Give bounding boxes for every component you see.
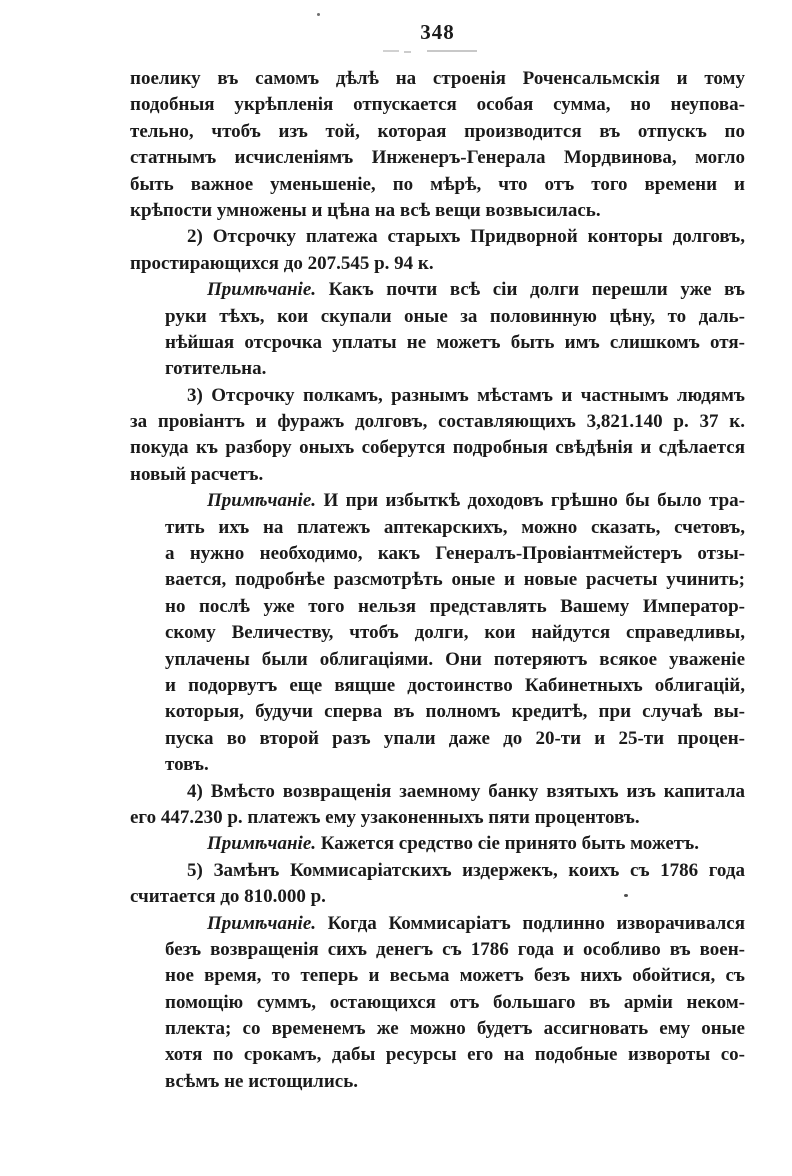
text-line: скому Величеству, чтобъ долги, кои найдутся справедливы,	[165, 622, 745, 644]
text-line: а нужно необходимо, какъ Генералъ-Провіантмейстеръ отзы-	[165, 543, 745, 565]
page-text	[130, 66, 745, 1095]
paragraph	[130, 66, 745, 224]
text-line: 5) Замѣнъ Коммисаріатскихъ издержекъ, коихъ съ 1786 года	[187, 859, 745, 881]
note-block	[165, 911, 745, 1096]
text-line: руки тѣхъ, кои скупали оные за половинную цѣну, то даль-	[165, 305, 745, 327]
page-number: 348	[420, 20, 455, 44]
text-line: покуда къ разбору оныхъ соберутся подробныя свѣдѣнія и сдѣлается	[130, 437, 745, 459]
text-line: ное время, то теперь и весьма можетъ безъ нихъ обойтися, съ	[165, 965, 745, 987]
text-line: за провіантъ и фуражъ долговъ, составляющихъ 3,821.140 р. 37 к.	[130, 411, 745, 433]
text-line: 2) Отсрочку платежа старыхъ Придворной конторы долговъ,	[187, 226, 745, 248]
text-line: всѣмъ не истощились.	[165, 1070, 359, 1092]
text-line: статнымъ исчисленіямъ Инженеръ-Генерала Мордвинова, могло	[130, 147, 745, 169]
text-line: и подорвутъ еще вящше достоинство Кабинетныхъ облигацій,	[165, 674, 745, 696]
text-line: Примѣчаніе. Какъ почти всѣ сіи долги перешли уже въ	[207, 279, 745, 301]
text-line: поелику въ самомъ дѣлѣ на строенія Роченсальмскія и тому	[130, 68, 745, 89]
note-block	[165, 277, 745, 383]
text-line: нѣйшая отсрочка уплаты не можетъ быть имъ слишкомъ отя-	[165, 331, 745, 353]
text-line: тельно, чтобъ изъ той, которая производится въ отпускъ по	[130, 120, 745, 142]
text-line: крѣпости умножены и цѣна на всѣ вещи возвысилась.	[130, 199, 601, 221]
text-line: товъ.	[165, 754, 209, 776]
numbered-item	[130, 383, 745, 489]
text-line: считается до 810.000 р.	[130, 886, 326, 908]
text-line: новый расчетъ.	[130, 463, 264, 485]
ink-smudge	[404, 51, 411, 53]
text-line: но послѣ уже того нельзя представлять Вашему Император-	[165, 595, 745, 617]
text-line: вается, подробнѣе разсмотрѣть оные и новые расчеты учинить;	[165, 569, 745, 591]
ink-smudge	[383, 50, 399, 52]
text-line: 4) Вмѣсто возвращенія заемному банку взятыхъ изъ капитала	[187, 780, 745, 802]
text-line: Примѣчаніе. Кажется средство сіе принято быть можетъ.	[207, 833, 699, 855]
note-label: Примѣчаніе.	[207, 912, 317, 934]
text-line: уплачены были облигаціями. Они потеряютъ всякое уваженіе	[165, 648, 745, 670]
text-line: Примѣчаніе. И при избыткѣ доходовъ грѣшно бы было тра-	[207, 490, 745, 512]
text-line: безъ возвращенія сихъ денегъ съ 1786 года и особливо въ воен-	[165, 938, 745, 960]
text-line: Примѣчаніе. Когда Коммисаріатъ подлинно изворачивался	[207, 912, 745, 934]
note-label: Примѣчаніе.	[207, 833, 317, 855]
note-block	[165, 831, 745, 857]
text-line: которыя, будучи сперва въ полномъ кредитѣ, при случаѣ вы-	[165, 701, 745, 723]
text-line: простирающихся до 207.545 р. 94 к.	[130, 252, 434, 274]
numbered-item	[130, 858, 745, 911]
text-line: тить ихъ на платежъ аптекарскихъ, можно сказать, счетовъ,	[165, 516, 745, 538]
ink-dot	[317, 13, 320, 16]
text-line: 3) Отсрочку полкамъ, разнымъ мѣстамъ и частнымъ людямъ	[187, 384, 745, 406]
text-line: помощію суммъ, остающихся отъ большаго въ арміи неком-	[165, 991, 745, 1013]
text-line: пуска во второй разъ упали даже до 20-ти и 25-ти процен-	[165, 727, 745, 749]
note-label: Примѣчаніе.	[207, 279, 317, 301]
text-line: плекта; со временемъ же можно будетъ ассигновать ему оные	[165, 1018, 745, 1040]
note-block	[165, 488, 745, 778]
numbered-item	[130, 224, 745, 277]
text-line: готительна.	[165, 358, 267, 380]
text-line: подобныя укрѣпленія отпускается особая сумма, но неупова-	[130, 94, 745, 116]
text-line: хотя по срокамъ, дабы ресурсы его на подобные извороты со-	[165, 1044, 745, 1066]
numbered-item	[130, 779, 745, 832]
ink-smudge	[427, 50, 477, 52]
note-label: Примѣчаніе.	[207, 490, 317, 512]
text-line: его 447.230 р. платежъ ему узаконенныхъ пяти процентовъ.	[130, 806, 640, 828]
text-line: быть важное уменьшеніе, по мѣрѣ, что отъ того времени и	[130, 173, 745, 195]
